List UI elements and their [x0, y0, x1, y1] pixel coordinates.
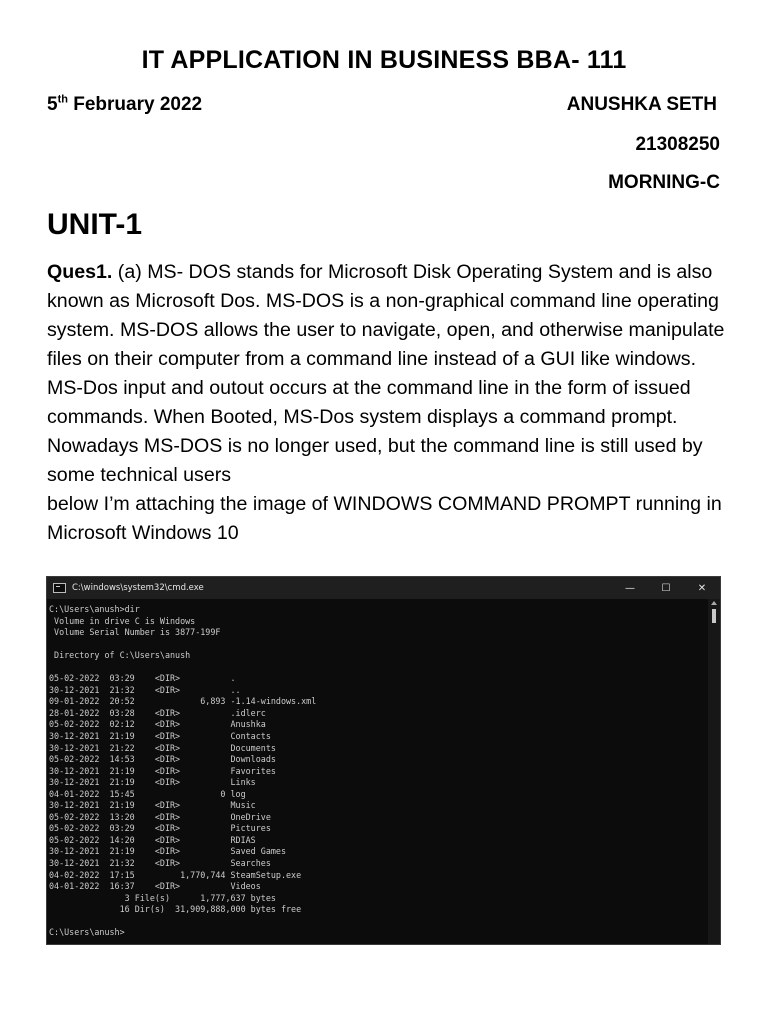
command-prompt-screenshot [46, 576, 721, 945]
cmd-titlebar [47, 577, 720, 599]
question-label: Ques1. [47, 261, 113, 283]
terminal-text: C:\Users\anush>dir Volume in drive C is Windows Volume Serial Number is 3877-199F Directory of C:\Users\anush 05-02-2022 03:29 <DIR> . 30-12-2021 21:32 <DIR> .. 09-01-2022 20:52 6,893 -1.14-windows.xml 28-01-2022 03:28 <DIR> .idlerc 05-02-2022 02:12 <DIR> Anushka 30-12-2021 21:19 <DIR> Contacts 30-12-2021 21:22 <DIR> Documents 05-02-2022 14:53 <DIR> Downloads 30-12-2021 21:19 <DIR> Favorites 30-12-2021 21:19 <DIR> Links 04-01-2022 15:45 0 log 30-12-2021 21:19 <DIR> Music 05-02-2022 13:20 <DIR> OneDrive 05-02-2022 03:29 <DIR> Pictures 05-02-2022 14:20 <DIR> RDIAS 30-12-2021 21:19 <DIR> Saved Games 30-12-2021 21:32 <DIR> Searches 04-02-2022 17:15 1,770,744 SteamSetup.exe 04-01-2022 16:37 <DIR> Videos 3 File(s) 1,777,637 bytes 16 Dir(s) 31,909,888,000 bytes free C:\Users\anush> [49, 604, 317, 938]
roll-number: 21308250 [635, 134, 720, 155]
scroll-up-icon [711, 601, 717, 605]
document-date [47, 94, 202, 116]
student-name: ANUSHKA SETH [566, 94, 717, 115]
paragraph-2: Nowadays MS-DOS is no longer used, but the command line is still used by some technical users [47, 435, 703, 486]
cmd-output [49, 604, 706, 944]
paragraph-1 [47, 258, 737, 432]
document-title: IT APPLICATION IN BUSINESS BBA- 111 [141, 46, 627, 74]
scroll-thumb [712, 609, 716, 623]
window-controls [612, 577, 720, 599]
paragraph-1-text: (a) MS- DOS stands for Microsoft Disk Operating System and is also known as Microsoft Dos. MS-DOS is a non-graphical command line operating system. MS-DOS allows the user to navigate, open, and otherwise manipulate files on their computer from a command line instead of a GUI like windows. MS-Dos input and outout occurs at the command line in the form of issued commands. When Booted, MS-Dos system displays a command prompt. [47, 261, 725, 428]
cmd-window-title: C:\windows\system32\cmd.exe [72, 583, 204, 593]
maximize-icon: ☐ [661, 582, 671, 594]
terminal-icon [53, 583, 66, 593]
section-label: MORNING-C [608, 172, 720, 193]
close-icon: ✕ [697, 582, 707, 594]
date-suffix: th [57, 93, 68, 106]
question-body [47, 258, 737, 548]
paragraph-3: below I’m attaching the image of WINDOWS COMMAND PROMPT running in Microsoft Windows 10 [47, 493, 722, 544]
cmd-scrollbar [708, 599, 720, 944]
minimize-icon: — [625, 582, 635, 594]
date-day: 5 [47, 94, 58, 115]
unit-heading: UNIT-1 [47, 208, 143, 241]
date-month-year: February 2022 [67, 94, 203, 115]
